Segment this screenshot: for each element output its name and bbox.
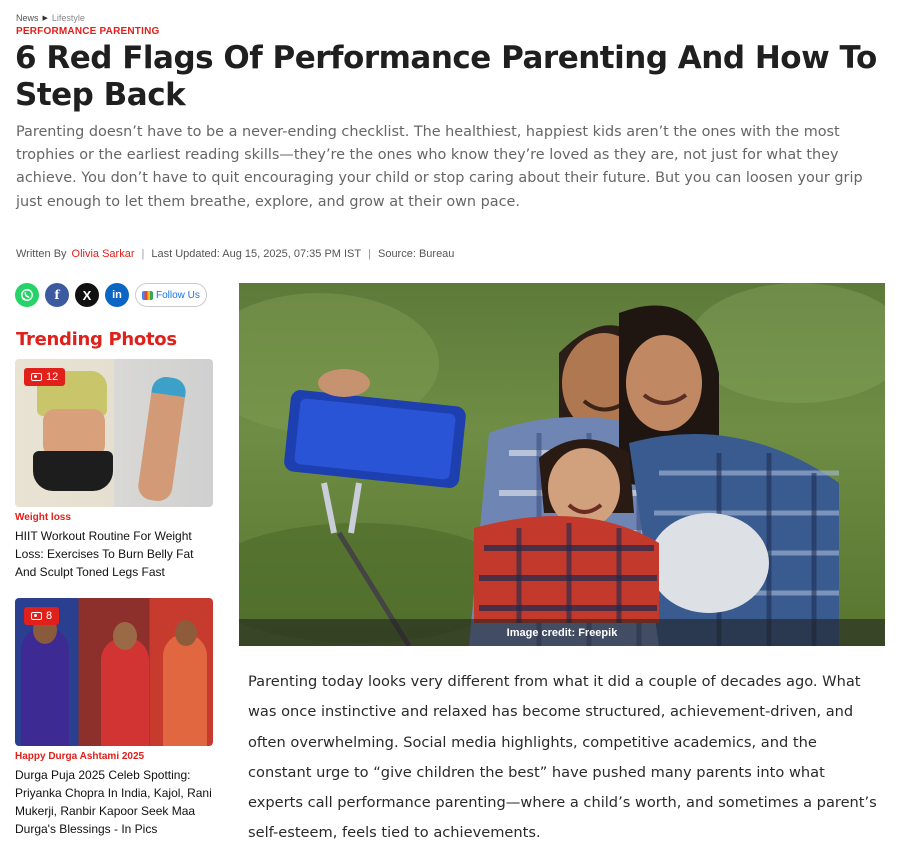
trending-card[interactable] [15, 598, 213, 838]
photo-count: 8 [46, 610, 53, 622]
photo-count: 12 [46, 371, 59, 383]
photo-count-badge [24, 368, 65, 386]
family-selfie-illustration [239, 283, 885, 646]
author-link[interactable]: Olivia Sarkar [71, 248, 135, 260]
article-summary: Parenting doesn’t have to be a never-ending checklist. The healthiest, happiest kids aren’t the ones with the most trophies or the earliest reading skills—they’re the ones who know they’re loved as they are, not just for what they achieve. You don’t have to quit encouraging your child or stop caring about their future. But you can loosen your grip just enough to let them breathe, explore, and grow at their own pace. [16, 124, 863, 210]
image-credit: Image credit: Freepik [506, 626, 618, 639]
google-news-icon [142, 291, 153, 300]
share-bar [15, 283, 207, 307]
trending-photos-heading: Trending Photos [16, 329, 177, 350]
linkedin-icon[interactable]: in [105, 283, 129, 307]
trending-thumbnail[interactable] [15, 598, 213, 746]
photo-count-badge [24, 607, 59, 625]
x-icon[interactable]: X [75, 283, 99, 307]
trending-tag[interactable]: Weight loss [15, 512, 71, 523]
whatsapp-icon[interactable] [15, 283, 39, 307]
breadcrumb-news[interactable]: News [16, 13, 39, 23]
trending-tag[interactable]: Happy Durga Ashtami 2025 [15, 751, 145, 762]
breadcrumb [16, 13, 85, 23]
written-by-label: Written By [16, 248, 67, 260]
follow-us-button[interactable] [135, 283, 207, 307]
divider: | [141, 248, 145, 260]
trending-title[interactable]: Durga Puja 2025 Celeb Spotting: Priyanka Chopra In India, Kajol, Rani Mukerji, Ranbir Kapoor Seek Maa Durga's Blessings - In Pics [15, 768, 212, 836]
article-category[interactable]: PERFORMANCE PARENTING [16, 26, 160, 37]
breadcrumb-lifestyle[interactable]: Lifestyle [51, 13, 85, 23]
chevron-right-icon: ▶ [42, 15, 48, 22]
article-body-paragraph: Parenting today looks very different from what it did a couple of decades ago. What was once instinctive and relaxed has become structured, achievement-driven, and often overwhelming. Social media highlights, competitive academics, and the constant urge to “give children the best” have pushed many parents into what experts call performance parenting—where a child’s worth, and sometimes a parent’s self-esteem, feels tied to achievements. [248, 673, 877, 842]
image-credit-bar [239, 619, 885, 646]
trending-thumbnail[interactable] [15, 359, 213, 507]
last-updated: Last Updated: Aug 15, 2025, 07:35 PM IST [151, 248, 362, 260]
camera-icon [31, 612, 42, 620]
hero-image [239, 283, 885, 646]
follow-us-label: Follow Us [156, 289, 200, 301]
camera-icon [31, 373, 42, 381]
trending-card[interactable] [15, 359, 213, 581]
article-headline: 6 Red Flags Of Performance Parenting And How To Step Back [15, 40, 877, 113]
facebook-icon[interactable]: f [45, 283, 69, 307]
byline [16, 248, 454, 260]
source: Source: Bureau [377, 248, 455, 260]
trending-title[interactable]: HIIT Workout Routine For Weight Loss: Exercises To Burn Belly Fat And Sculpt Toned Legs Fast [15, 529, 194, 579]
divider: | [368, 248, 371, 260]
